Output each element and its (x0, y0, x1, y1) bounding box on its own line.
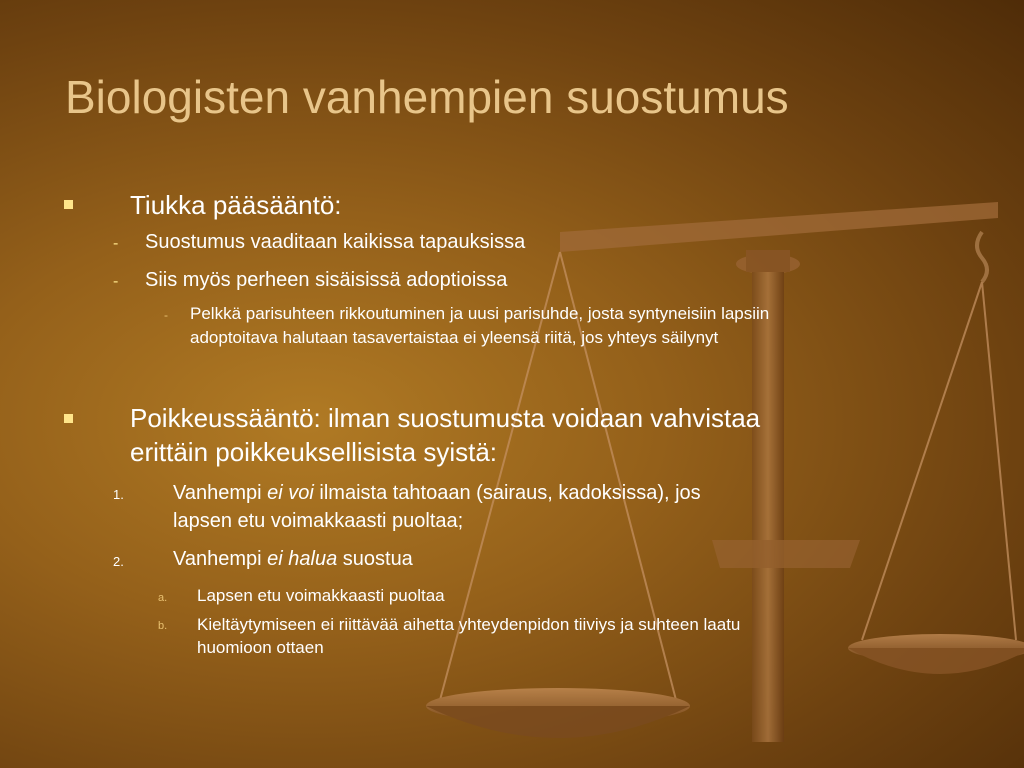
letter-marker: a. (158, 592, 168, 604)
list-item (173, 480, 701, 506)
square-bullet-icon (64, 200, 73, 209)
list-item: erittäin poikkeuksellisista syistä: (130, 437, 498, 467)
emphasis-text: ei voi (267, 482, 314, 504)
number-marker: 1. (113, 487, 124, 502)
list-item: Kieltäytymiseen ei riittävää aihetta yhteydenpidon tiiviys ja suhteen laatu (197, 615, 741, 634)
dash-bullet-icon: - (113, 273, 119, 290)
dash-bullet-icon: - (164, 308, 168, 322)
list-item: Siis myös perheen sisäisissä adoptioissa (145, 269, 508, 291)
list-item: adoptoitava halutaan tasavertaistaa ei yleensä riitä, jos yhteys säilynyt (190, 328, 719, 347)
list-item: huomioon ottaen (197, 638, 324, 657)
list-item: lapsen etu voimakkaasti puoltaa; (173, 510, 464, 532)
list-item: Pelkkä parisuhteen rikkoutuminen ja uusi parisuhde, josta syntyneisiin lapsiin (190, 304, 770, 323)
letter-marker: b. (158, 620, 168, 632)
slide-title: Biologisten vanhempien suostumus (65, 71, 789, 123)
emphasis-text: ei halua (267, 548, 338, 570)
text-run: Vanhempi (173, 548, 268, 570)
text-run: suostua (337, 548, 413, 570)
square-bullet-icon (64, 414, 73, 423)
list-item: Poikkeussääntö: ilman suostumusta voidaan vahvistaa (130, 403, 761, 433)
text-run: Vanhempi (173, 482, 268, 504)
list-item: Lapsen etu voimakkaasti puoltaa (197, 586, 445, 605)
list-item: Suostumus vaaditaan kaikissa tapauksissa (145, 231, 526, 253)
list-item: Tiukka pääsääntö: (130, 190, 342, 220)
list-item (173, 546, 413, 572)
dash-bullet-icon: - (113, 235, 119, 252)
text-run: ilmaista tahtoaan (sairaus, kadoksissa), jos (313, 482, 701, 504)
number-marker: 2. (113, 554, 124, 569)
